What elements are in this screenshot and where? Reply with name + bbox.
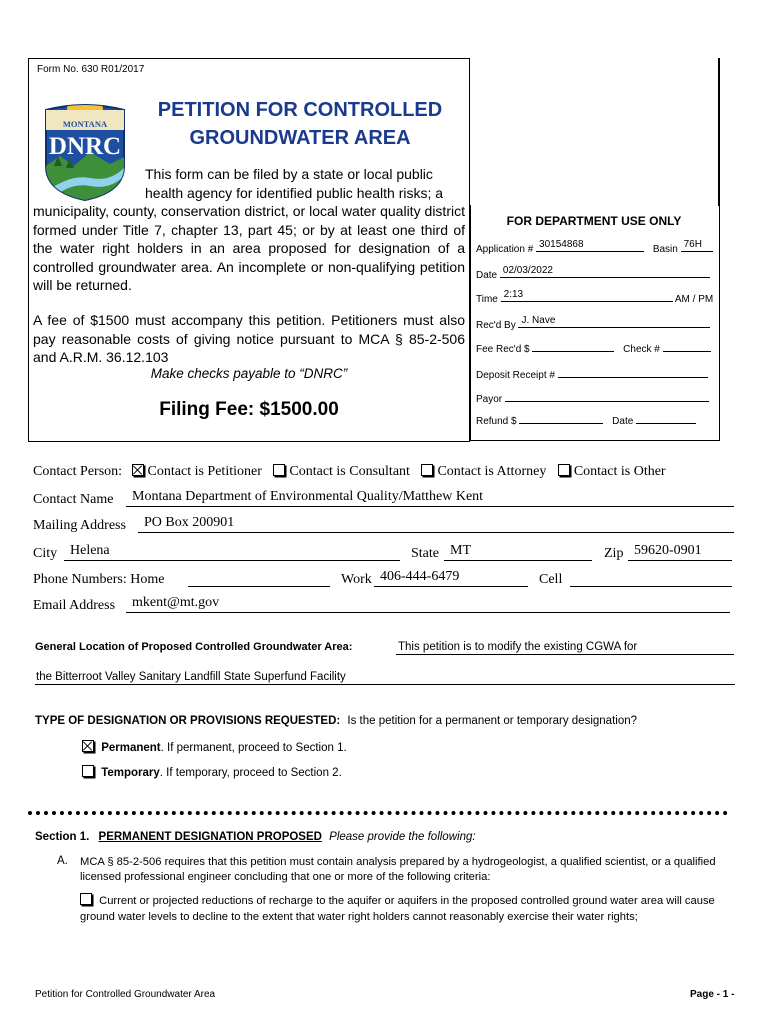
designation-label: TYPE OF DESIGNATION OR PROVISIONS REQUESTED:	[35, 715, 341, 727]
work-phone-value: 406-444-6479	[380, 569, 460, 584]
email-value: mkent@mt.gov	[132, 595, 220, 610]
mailing-address-label: Mailing Address	[33, 518, 126, 533]
general-location-field-2[interactable]	[35, 667, 735, 685]
filing-fee: Filing Fee: $1500.00	[159, 399, 339, 420]
logo-top-text: MONTANA	[62, 119, 108, 129]
footer-title: Petition for Controlled Groundwater Area	[35, 989, 216, 1000]
recd-label: Rec'd By	[476, 320, 516, 331]
temporary-checkbox[interactable]	[82, 765, 94, 777]
city-label: City	[33, 546, 58, 561]
petitioner-checkbox[interactable]	[132, 464, 144, 476]
consultant-checkbox[interactable]	[273, 464, 285, 476]
other-checkbox[interactable]	[558, 464, 570, 476]
check-label: Check #	[623, 344, 660, 355]
deposit-row	[476, 366, 708, 381]
refund-field[interactable]	[519, 412, 603, 424]
time-row	[476, 290, 713, 305]
criterion-1-checkbox[interactable]	[80, 893, 92, 905]
box-divider	[718, 58, 720, 206]
criterion-1-text: Current or projected reductions of recharge to the aquifer or aquifers in the proposed controlled ground water area will cause ground water levels to decline to the extent that water right holders cannot reasonably exercise their water rights;	[80, 895, 715, 923]
mailing-address-value: PO Box 200901	[144, 515, 235, 530]
state-label: State	[411, 546, 439, 561]
mailing-address-field[interactable]	[138, 516, 734, 533]
cell-phone-field[interactable]	[570, 570, 732, 587]
state-field[interactable]	[444, 544, 592, 561]
basin-label: Basin	[652, 244, 678, 255]
intro-rest: municipality, county, conservation district, or local water quality district formed under Title 7, chapter 13, part 45; or by at least one third of the water right holders in an area proposed for designation of a controlled groundwater area. An incomplete or non-qualifying petition will be returned.	[33, 203, 465, 293]
contact-name-label: Contact Name	[33, 492, 114, 507]
general-location-value-1: This petition is to modify the existing CGWA for	[398, 641, 638, 653]
payor-label: Payor	[476, 394, 503, 405]
application-row	[476, 240, 713, 255]
refund-row	[476, 412, 696, 427]
recd-value[interactable]: J. Nave	[521, 315, 556, 326]
permanent-instruction: . If permanent, proceed to Section 1.	[160, 742, 347, 754]
criterion-1	[80, 893, 740, 925]
intro-line-1: This form can be filed by a state or local public	[145, 166, 433, 182]
home-phone-field[interactable]	[188, 570, 330, 587]
payor-field[interactable]	[505, 390, 709, 402]
deposit-field[interactable]	[558, 366, 708, 378]
zip-field[interactable]	[628, 544, 732, 561]
state-value: MT	[450, 543, 471, 558]
general-location-label: General Location of Proposed Controlled Groundwater Area:	[35, 641, 353, 653]
item-a-label: A.	[57, 855, 68, 867]
general-location-value-2: the Bitterroot Valley Sanitary Landfill State Superfund Facility	[36, 671, 346, 683]
zip-value: 59620-0901	[634, 543, 702, 558]
attorney-checkbox[interactable]	[421, 464, 433, 476]
contact-name-value: Montana Department of Environmental Quality/Matthew Kent	[132, 489, 484, 504]
section-1-subtitle: Please provide the following:	[329, 831, 476, 843]
zip-label: Zip	[604, 546, 624, 561]
other-option-label: Contact is Other	[573, 464, 666, 479]
city-value: Helena	[70, 543, 110, 558]
checks-payable-note: Make checks payable to “DNRC”	[150, 366, 348, 381]
logo-main-text: DNRC	[48, 133, 122, 160]
time-value[interactable]: 2:13	[503, 289, 524, 300]
recd-row	[476, 316, 710, 331]
email-field[interactable]	[126, 596, 730, 613]
intro-line-2: health agency for identified public health risks; a	[145, 184, 444, 201]
work-label: Work	[341, 572, 372, 587]
item-a-text: MCA § 85-2-506 requires that this petition must contain analysis prepared by a hydrogeologist, a qualified scientist, or a qualified licensed professional engineer concluding that one or more of the following criteria:	[80, 856, 716, 883]
temporary-instruction: . If temporary, proceed to Section 2.	[159, 767, 342, 779]
attorney-option-label: Contact is Attorney	[437, 464, 547, 479]
fee-recd-label: Fee Rec'd $	[476, 344, 530, 355]
title-line-2: GROUNDWATER AREA	[189, 127, 411, 149]
check-field[interactable]	[663, 340, 711, 352]
general-location-field-1[interactable]	[396, 637, 734, 655]
time-label: Time	[476, 294, 498, 305]
department-use-title: FOR DEPARTMENT USE ONLY	[506, 214, 682, 228]
fee-recd-field[interactable]	[532, 340, 614, 352]
designation-question: Is the petition for a permanent or temporary designation?	[347, 715, 638, 727]
section-1-heading	[35, 831, 476, 843]
contact-name-field[interactable]	[126, 490, 734, 507]
fee-paragraph: A fee of $1500 must accompany this petition. Petitioners must also pay reasonable costs of giving notice pursuant to MCA § 85-2-506 and A.R.M. 36.12.103	[33, 312, 465, 365]
petitioner-option-label: Contact is Petitioner	[147, 464, 262, 479]
fee-recd-row	[476, 340, 711, 355]
designation-row	[35, 715, 637, 727]
application-label: Application #	[476, 244, 534, 255]
contact-person-row	[33, 464, 666, 480]
temporary-label: Temporary	[101, 767, 160, 779]
form-number: Form No. 630 R01/2017	[37, 64, 145, 75]
refund-date-label: Date	[612, 416, 634, 427]
consultant-option-label: Contact is Consultant	[289, 464, 410, 479]
page-number: Page - 1 -	[690, 989, 735, 1000]
application-number[interactable]: 30154868	[539, 239, 584, 250]
phone-home-label: Phone Numbers: Home	[33, 572, 165, 587]
work-phone-field[interactable]	[374, 570, 528, 587]
email-label: Email Address	[33, 598, 116, 613]
temporary-option	[82, 765, 342, 779]
deposit-label: Deposit Receipt #	[476, 370, 555, 381]
date-row	[476, 266, 710, 281]
refund-label: Refund $	[476, 416, 517, 427]
title-line-1: PETITION FOR CONTROLLED	[157, 99, 443, 121]
refund-date-field[interactable]	[636, 412, 696, 424]
permanent-label: Permanent	[101, 742, 161, 754]
permanent-option	[82, 740, 347, 754]
am-pm-label: AM / PM	[674, 294, 714, 305]
cell-label: Cell	[539, 572, 563, 587]
city-field[interactable]	[64, 544, 400, 561]
date-label: Date	[476, 270, 498, 281]
form-title	[140, 96, 460, 152]
intro-paragraph	[33, 165, 465, 295]
dotted-separator	[28, 811, 728, 815]
date-value[interactable]: 02/03/2022	[502, 265, 553, 276]
basin-value[interactable]: 76H	[683, 239, 702, 250]
permanent-checkbox[interactable]	[82, 740, 94, 752]
contact-person-label: Contact Person:	[33, 464, 123, 479]
section-1-number: Section 1.	[35, 831, 90, 843]
section-1-title: PERMANENT DESIGNATION PROPOSED	[98, 831, 322, 843]
payor-row	[476, 390, 709, 405]
